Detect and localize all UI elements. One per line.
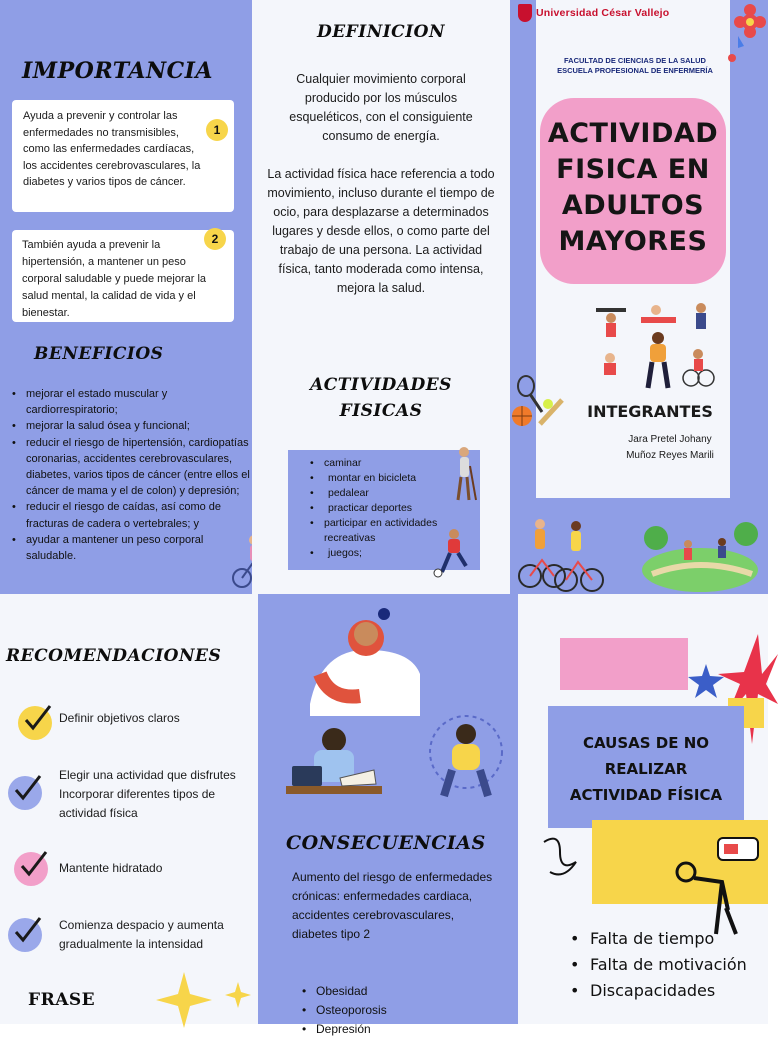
recomendaciones-title: RECOMENDACIONES [6,646,222,666]
actividades-title-line-1: ACTIVIDADES [310,375,452,395]
member-1: Jara Pretel Johany [628,434,712,445]
importancia-badge-1: 1 [206,119,228,141]
sparkle-icon [152,968,252,1028]
list-item: • ayudar a mantener un peso corporal saludable. [12,532,252,564]
importancia-card-2-text: También ayuda a prevenir la hipertensión, a mantener un peso corporal saludable y puede mejorar la salud mental, la calidad de vida y el bienestar. [22,239,207,319]
actividades-title [252,372,510,424]
list-item: • Discapacidades [570,981,716,1000]
causas-list [570,926,766,1004]
list-item: • mejorar el estado muscular y cardiorrespiratorio; [12,386,252,418]
exhausted-person-icon [658,830,768,940]
list-item: • juegos; [310,546,470,561]
tired-person-illustration [300,604,430,716]
squiggle-icon [540,832,580,882]
university-name: Universidad César Vallejo [536,7,670,19]
list-item: • caminar [310,456,470,471]
sad-girl-illustration [422,708,508,804]
causas-title-line-2: REALIZAR [604,760,688,778]
beneficios-list [12,386,252,564]
causas-title [548,730,744,808]
cycling-couple-illustration [518,516,602,592]
exercise-collage-illustration [586,300,716,392]
elderly-walking-illustration [450,446,480,502]
flower-icon [714,0,770,64]
check-icon [8,776,42,810]
definicion-title: DEFINICION [316,22,446,42]
list-item: • reducir el riesgo de caídas, así como de fracturas de cadera o vertebrales; y [12,499,252,531]
definicion-para-1: Cualquier movimiento corporal producido por los músculos esqueléticos, con el consiguiente consumo de energía. [289,72,473,143]
recomendacion-item-3: Mantente hidratado [59,861,163,875]
consecuencias-title: CONSECUENCIAS [286,832,486,854]
sports-equipment-illustration [510,372,566,432]
recomendacion-item-2: Elegir una actividad que disfrutes Incorporar diferentes tipos de actividad física [59,768,236,820]
faculty-line-1: FACULTAD DE CIENCIAS DE LA SALUD [564,56,706,65]
check-icon [14,852,48,886]
park-scene-illustration [642,516,758,588]
panel-consecuencias [258,594,518,1036]
consecuencias-list [302,982,502,1039]
actividades-title-line-2: FISICAS [339,401,423,421]
list-item: • reducir el riesgo de hipertensión, cardiopatías coronarias, accidentes cerebrovasculares, diabetes, varios tipos de cáncer (entre ellos el cáncer de mama y el de colon) y depresión; [12,435,252,500]
cover-title-line-3: ADULTOS [561,190,705,221]
list-item: • Falta de motivación [570,955,747,974]
list-item: • Obesidad [302,982,502,1001]
list-item: • Osteoporosis [302,1001,502,1020]
cover-title-line-4: MAYORES [558,226,708,257]
panel-cover [510,0,768,594]
cover-title [540,116,726,260]
definicion-para-2: La actividad física hace referencia a todo movimiento, incluso durante el tiempo de ocio, para desplazarse a determinados lugares y desde ellos, o como parte del trabajo de una persona. La actividad física, tanto moderada como intensa, mejora la salud. [267,167,495,295]
importancia-title: IMPORTANCIA [22,58,213,84]
list-item: • Falta de tiempo [570,929,715,948]
check-icon [8,918,42,952]
panel-recomendaciones [0,594,258,1024]
university-logo [518,2,708,24]
beneficios-title: BENEFICIOS [34,344,164,364]
pink-rectangle [560,638,688,690]
causas-title-line-3: ACTIVIDAD FÍSICA [569,786,723,804]
list-item: • participar en actividades recreativas [310,516,470,546]
integrantes-title: INTEGRANTES [587,402,713,421]
cover-title-line-2: FISICA EN [556,154,710,185]
importancia-card-1-text: Ayuda a prevenir y controlar las enfermedades no transmisibles, como las enfermedades cardíacas, los accidentes cerebrovasculares, la diabetes y varios tipos de cáncer. [23,110,201,188]
recomendacion-item-4: Comienza despacio y aumenta gradualmente la intensidad [59,918,224,951]
shield-icon [518,4,532,22]
list-item: • montar en bicicleta [310,471,470,486]
frase-title: FRASE [28,990,96,1010]
importancia-card-1 [12,100,234,212]
recomendacion-item-1: Definir objetivos claros [59,711,180,725]
causas-title-line-1: CAUSAS DE NO [583,734,709,752]
check-icon [18,706,52,740]
list-item: • mejorar la salud ósea y funcional; [12,418,252,434]
importancia-badge-2: 2 [204,228,226,250]
faculty-line-2: ESCUELA PROFESIONAL DE ENFERMERÍA [557,66,713,75]
panel-causas [518,594,768,1024]
importancia-card-2 [12,230,234,322]
cover-title-line-1: ACTIVIDAD [547,118,719,149]
panel-definicion [252,0,510,594]
member-2: Muñoz Reyes Marili [626,450,714,461]
soccer-player-illustration [432,528,476,578]
consecuencias-text: Aumento del riesgo de enfermedades crónicas: enfermedades cardiaca, accidentes cerebrovasculares, diabetes tipo 2 [292,870,493,941]
panel-importancia [0,0,252,594]
list-item: • practicar deportes [310,501,470,516]
list-item: • pedalear [310,486,470,501]
stressed-student-illustration [278,720,388,810]
list-item: • Depresión [302,1020,502,1039]
